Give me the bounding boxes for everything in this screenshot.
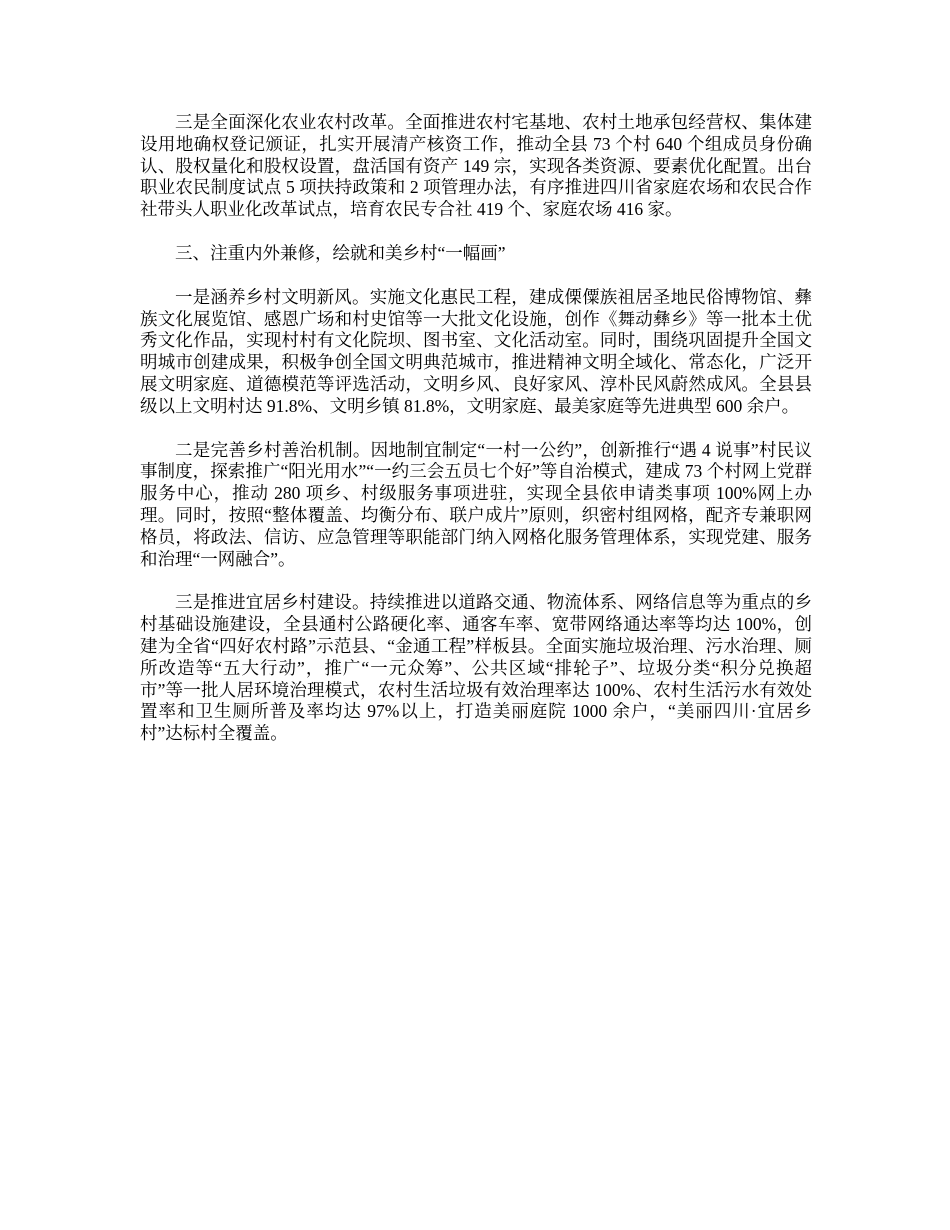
paragraph-rural-governance: 二是完善乡村善治机制。因地制宜制定“一村一公约”，创新推行“遇 4 说事”村民议事制度，探索推广“阳光用水”“一约三会五员七个好”等自治模式，建成 73 个村网上党群服务中心，推动 280 项乡、村级服务事项进驻，实现全县依申请类事项 100%网上办理。同时，按照“整体覆盖、均衡分布、联户成片”原则，织密村组网格，配齐专兼职网格员，将政法、信访、应急管理等职能部门纳入网格化服务管理体系，实现党建、服务和治理“一网融合”。 (140, 439, 812, 569)
paragraph-rural-civilization: 一是涵养乡村文明新风。实施文化惠民工程，建成傈僳族祖居圣地民俗博物馆、彝族文化展览馆、感恩广场和村史馆等一大批文化设施，创作《舞动彝乡》等一批本土优秀文化作品，实现村村有文化院坝、图书室、文化活动室。同时，围绕巩固提升全国文明城市创建成果，积极争创全国文明典范城市，推进精神文明全域化、常态化，广泛开展文明家庭、道德模范等评选活动，文明乡风、良好家风、淳朴民风蔚然成风。全县县级以上文明村达 91.8%、文明乡镇 81.8%，文明家庭、最美家庭等先进典型 600 余户。 (140, 286, 812, 416)
paragraph-rural-reform: 三是全面深化农业农村改革。全面推进农村宅基地、农村土地承包经营权、集体建设用地确权登记颁证，扎实开展清产核资工作，推动全县 73 个村 640 个组成员身份确认、股权量化和股权设置，盘活国有资产 149 宗，实现各类资源、要素优化配置。出台职业农民制度试点 5 项扶持政策和 2 项管理办法，有序推进四川省家庭农场和农民合作社带头人职业化改革试点，培育农民专合社 419 个、家庭农场 416 家。 (140, 112, 812, 220)
paragraph-livable-village: 三是推进宜居乡村建设。持续推进以道路交通、物流体系、网络信息等为重点的乡村基础设施建设，全县通村公路硬化率、通客车率、宽带网络通达率等均达 100%，创建为全省“四好农村路”示范县、“金通工程”样板县。全面实施垃圾治理、污水治理、厕所改造等“五大行动”，推广“一元众筹”、公共区域“排轮子”、垃圾分类“积分兑换超市”等一批人居环境治理模式，农村生活垃圾有效治理率达 100%、农村生活污水有效处置率和卫生厕所普及率均达 97%以上，打造美丽庭院 1000 余户，“美丽四川·宜居乡村”达标村全覆盖。 (140, 592, 812, 744)
section-heading: 三、注重内外兼修，绘就和美乡村“一幅画” (175, 242, 506, 263)
document-body (140, 112, 812, 767)
